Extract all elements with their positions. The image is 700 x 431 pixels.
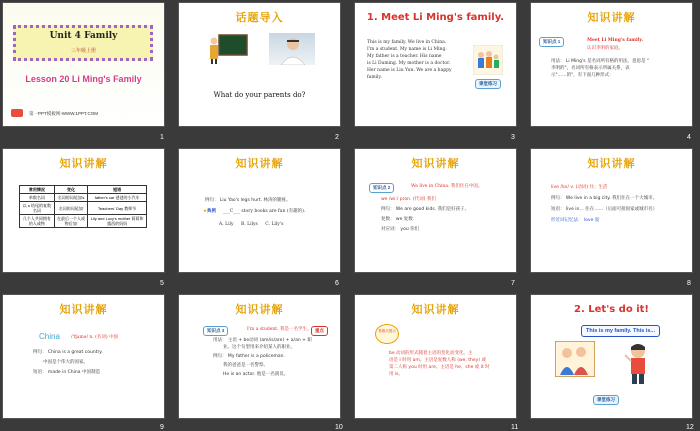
- text-line: 业。这个句型用来介绍某人的职业。: [223, 345, 295, 350]
- text-line: 例句： We live in a big city. 我们住在一个大城市。: [551, 196, 658, 201]
- exercise-question: ___C___ story books are fun (有趣的).: [223, 209, 306, 214]
- practice-button[interactable]: 课堂练习: [593, 395, 619, 405]
- tip-bubble: [375, 324, 399, 344]
- table-header-row: [20, 186, 147, 194]
- slide-header: 知识讲解: [587, 157, 636, 170]
- point-translation: 认识李明的家庭。: [587, 46, 623, 51]
- table-cell: 名词的词尾加': [54, 202, 87, 215]
- topic-question: What do your parents do?: [213, 91, 306, 99]
- text-line: 李明的"。名词所有格表示所属关系，表: [551, 66, 630, 71]
- table-row: [20, 215, 147, 228]
- slide-header: 话题导入: [235, 11, 284, 24]
- possessive-table: [19, 185, 147, 228]
- text-line: 第二人称 you 时用 are。主语是 he、she 或 it 时: [389, 365, 490, 370]
- slide-10[interactable]: [178, 294, 341, 419]
- text-line: is Li Daming. My mother is a doctor.: [367, 61, 451, 66]
- text-line: we /wi:/ pron. (代词) 我们: [381, 197, 436, 202]
- slide-number: 3: [511, 134, 515, 141]
- speech-bubble: This is my family. This is...: [581, 325, 660, 337]
- slide-number: 9: [160, 424, 164, 431]
- point-label: 知识点 3: [203, 326, 228, 336]
- slide-number: 5: [160, 280, 164, 287]
- slide-header: 知识讲解: [411, 303, 460, 316]
- text-line: 用法： 主语 + be动词 (am/is/are) + a/an + 职: [213, 338, 312, 343]
- text-line: 语是 I 时用 am。主语是复数人称 (we, they) 或: [389, 358, 486, 363]
- lesson-title: Lesson 20 Li Ming's Family: [25, 74, 142, 84]
- text-line: My father is a teacher. His name: [367, 54, 442, 59]
- text-line: 短语： live in... 住在……（后面可接国家或城市名）: [551, 207, 658, 212]
- table-cell: 以 s 结尾的复数名词: [20, 202, 55, 215]
- text-line: 例句： We are good kids. 我们是好孩子。: [381, 207, 470, 212]
- slide-number: 12: [686, 424, 694, 431]
- slide-number: 1: [160, 134, 164, 141]
- slide-header: 知识讲解: [235, 303, 284, 316]
- text-line: This is my family. We live in China.: [367, 40, 447, 45]
- key-point-badge: 重点: [311, 326, 328, 336]
- text-line: 复数： we 复数：: [381, 217, 418, 222]
- slide-header: 知识讲解: [587, 11, 636, 24]
- teacher-illustration: [207, 33, 249, 65]
- unit-title: Unit 4 Family: [49, 31, 118, 41]
- family-illustration: [473, 45, 503, 75]
- text-block: [367, 39, 467, 81]
- table-header: 变化: [54, 186, 87, 194]
- point-label: 知识点 2: [369, 183, 394, 193]
- text-block: [551, 184, 691, 224]
- text-line: I'm a student. My name is Li Ming.: [367, 47, 447, 52]
- table-header: 常用情况: [20, 186, 55, 194]
- slide-3[interactable]: [354, 2, 517, 127]
- table-cell: Lily and Lucy's mother 莉莉和露西的妈妈: [88, 215, 147, 228]
- text-line: Her name is Liu Yun. We are a happy: [367, 68, 452, 73]
- text-line: 我的爸爸是一名警察。: [223, 363, 268, 368]
- table-row: [20, 194, 147, 202]
- text-line: 用 is。: [389, 372, 404, 377]
- boy-illustration: [623, 341, 653, 385]
- point-title: Meet Li Ming's family.: [587, 38, 644, 43]
- slide-9[interactable]: [2, 294, 165, 419]
- slide-2[interactable]: [178, 2, 341, 127]
- family-photo-illustration: [555, 341, 595, 377]
- tip-bubble-label: 易错点提示: [378, 329, 396, 333]
- text-line: 例句： China is a great country.: [33, 350, 103, 355]
- slide-11[interactable]: [354, 294, 517, 419]
- option-a[interactable]: A. Lily: [219, 222, 234, 227]
- table-header: 短语: [88, 186, 147, 194]
- text-line: be 动词的形式随着主语的变化而变化。主: [389, 351, 473, 356]
- answer-options: [219, 221, 289, 228]
- example-tag: [203, 208, 216, 215]
- text-block: [389, 350, 513, 378]
- slide-number: 4: [687, 134, 691, 141]
- slide-7[interactable]: [354, 148, 517, 273]
- point-label: 知识点 1: [539, 37, 564, 47]
- slide-6[interactable]: [178, 148, 341, 273]
- example-tag-label: 典例: [207, 209, 217, 214]
- table-cell: 名词的词尾加's: [54, 194, 87, 202]
- table-cell: 几个人共同拥有的人或物: [20, 215, 55, 228]
- text-line: 用法： Li Ming's 是名词所有格的用法，意思是 ": [551, 59, 649, 64]
- text-block: [381, 196, 511, 233]
- text-line: 中国是个伟大的国家。: [43, 360, 88, 365]
- slide-4[interactable]: [530, 2, 693, 127]
- point-title: I'm a student. 我是一名学生。: [247, 327, 312, 332]
- slide-12[interactable]: [530, 294, 693, 419]
- slide-1[interactable]: [2, 2, 165, 127]
- slide-header: 知识讲解: [59, 157, 108, 170]
- slide-number: 7: [511, 280, 515, 287]
- table-cell: 在最后一个人或物后加': [54, 215, 87, 228]
- example-sentence: 例句： Liu Yao's legs hurt. 林涛的腿疼。: [205, 198, 291, 203]
- text-block: [551, 58, 683, 79]
- slide-header: 知识讲解: [235, 157, 284, 170]
- text-line: 示"……的"，有下面几种形式：: [551, 73, 614, 78]
- site-footer: 第一PPT模板网-WWW.1PPT.COM: [29, 111, 98, 116]
- text-line: He is an actor. 他是一名演员。: [223, 372, 289, 377]
- table-cell: father's car 爸爸的小汽车: [88, 194, 147, 202]
- text-line: 例句： My father is a policeman.: [213, 354, 285, 359]
- text-line: 短语： made in China 中国制造: [33, 370, 100, 375]
- slide-5[interactable]: [2, 148, 165, 273]
- slide-header: 知识讲解: [411, 157, 460, 170]
- option-c[interactable]: C. Lily's: [265, 222, 284, 227]
- text-line: 对应词： you 你们: [381, 227, 420, 232]
- slide-header: 2. Let's do it!: [574, 304, 649, 315]
- text-block: [33, 349, 153, 376]
- text-line: live /lɪv/ v. (动词) 住；生活: [551, 185, 608, 190]
- slide-8[interactable]: [530, 148, 693, 273]
- slide-number: 11: [511, 424, 519, 431]
- doctor-photo: [269, 33, 315, 65]
- point-title: We live in China. 我们住在中国。: [411, 184, 483, 189]
- slide-bg: [3, 3, 165, 127]
- slide-header: 1. Meet Li Ming's family.: [366, 12, 505, 23]
- grade-label: 三年级上册: [70, 48, 96, 54]
- slide-number: 10: [335, 424, 343, 431]
- practice-button[interactable]: 课堂练习: [475, 79, 501, 89]
- slide-number: 8: [687, 280, 691, 287]
- slide-number: 2: [335, 134, 339, 141]
- slide-header: 知识讲解: [59, 303, 108, 316]
- star-icon: ★: [203, 209, 208, 214]
- table-cell: 单数名词: [20, 194, 55, 202]
- text-line: 形近词记忆法： love 爱: [551, 218, 600, 223]
- logo-icon: [11, 109, 23, 117]
- text-block: [213, 337, 337, 378]
- table-row: [20, 202, 147, 215]
- option-b[interactable]: B. Lilys: [240, 222, 258, 227]
- text-line: family.: [367, 75, 382, 80]
- vocab-definition: /'tʃaɪnə/ n. (名词) 中国: [71, 335, 119, 340]
- slide-number: 6: [335, 280, 339, 287]
- table-cell: Teachers' Day 教师节: [88, 202, 147, 215]
- vocab-word: China: [39, 332, 60, 341]
